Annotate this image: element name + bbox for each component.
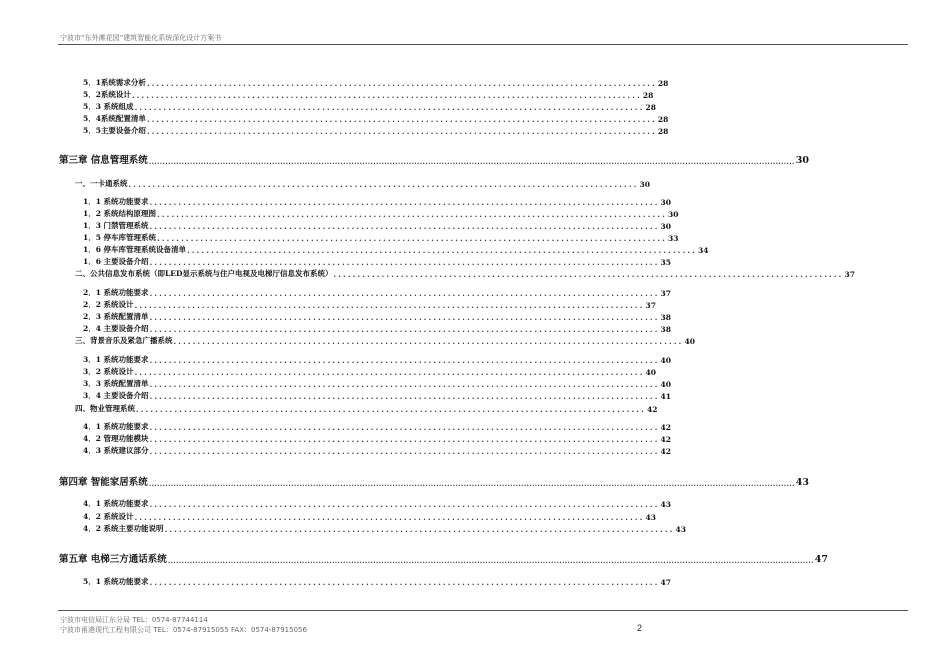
toc-entry[interactable]: 1．2 系统结构原理图 .......................................................................................................... 30 [83,209,679,219]
toc-entry[interactable]: 5．1系统需求分析 .......................................................................................................... 28 [83,78,669,88]
toc-entry[interactable]: 4．2 系统主要功能说明 .......................................................................................................... 43 [83,524,686,534]
footer-rule [58,610,908,611]
toc-entry[interactable]: 3．1 系统功能要求 .......................................................................................................... 40 [83,355,671,365]
toc-entry[interactable]: 4．1 系统功能要求 .......................................................................................................... 43 [83,499,671,509]
toc-entry[interactable]: 4．3 系统建议部分 .......................................................................................................... 42 [83,446,671,456]
toc-entry[interactable]: 4．2 系统设计 .......................................................................................................... 43 [83,512,656,522]
toc-chapter[interactable]: 第四章 智能家居系统 ............................................................................................................................................................................................................................................ 43 [59,477,809,488]
toc-entry[interactable]: 1．5 停车库管理系统 .......................................................................................................... 33 [83,233,679,243]
toc-entry[interactable]: 5．1 系统功能要求 .......................................................................................................... 47 [83,577,671,587]
toc-chapter[interactable]: 第三章 信息管理系统 ............................................................................................................................................................................................................................................ 30 [59,155,809,166]
toc-section[interactable]: 二、公共信息发布系统（即LED显示系统与住户电视及电梯厅信息发布系统） .......................................................................................................... 37 [75,269,855,279]
toc-entry[interactable]: 1．6 停车库管理系统设备清单 .......................................................................................................... 34 [83,245,709,255]
toc-entry[interactable]: 1．3 门禁管理系统 .......................................................................................................... 30 [83,221,671,231]
toc-entry[interactable]: 2．2 系统设计 .......................................................................................................... 37 [83,300,656,310]
toc-entry[interactable]: 3．4 主要设备介绍 .......................................................................................................... 41 [83,391,671,401]
toc-section[interactable]: 四、物业管理系统 .......................................................................................................... 42 [75,404,658,414]
toc-entry[interactable]: 2．1 系统功能要求 .......................................................................................................... 37 [83,288,671,298]
toc-section[interactable]: 一、一卡通系统 .......................................................................................................... 30 [75,179,650,189]
toc-entry[interactable]: 2．4 主要设备介绍 .......................................................................................................... 38 [83,324,671,334]
footer-contact-line-2: 宁波市甬港现代工程有限公司 TEL：0574-87915055 FAX：0574-87915056 [60,626,307,634]
toc-chapter[interactable]: 第五章 电梯三方通话系统 ............................................................................................................................................................................................................................................ 47 [59,554,828,565]
toc-entry[interactable]: 1．6 主要设备介绍 .......................................................................................................... 35 [83,257,671,267]
toc-entry[interactable]: 5．5主要设备介绍 .......................................................................................................... 28 [83,126,669,136]
page-number: 2 [637,623,643,633]
footer-contact-line-1: 宁波市电信局江东分局 TEL：0574-87744114 [60,616,208,624]
page-header: 宁波市“东外滩花园”建筑智能化系统深化设计方案书 [60,34,222,42]
toc-entry[interactable]: 5．4系统配置清单 .......................................................................................................... 28 [83,114,669,124]
toc-entry[interactable]: 2．3 系统配置清单 .......................................................................................................... 38 [83,312,671,322]
toc-entry[interactable]: 5．3 系统组成 .......................................................................................................... 28 [83,102,656,112]
toc-entry[interactable]: 3．2 系统设计 .......................................................................................................... 40 [83,367,656,377]
toc-entry[interactable]: 1．1 系统功能要求 .......................................................................................................... 30 [83,197,671,207]
toc-section[interactable]: 三、背景音乐及紧急广播系统 .......................................................................................................... 40 [75,336,695,346]
toc-entry[interactable]: 4．1 系统功能要求 .......................................................................................................... 42 [83,422,671,432]
toc-entry[interactable]: 4．2 管理功能模块 .......................................................................................................... 42 [83,434,671,444]
header-rule [58,44,908,45]
toc-entry[interactable]: 3．3 系统配置清单 .......................................................................................................... 40 [83,379,671,389]
toc-entry[interactable]: 5．2系统设计 .......................................................................................................... 28 [83,90,654,100]
